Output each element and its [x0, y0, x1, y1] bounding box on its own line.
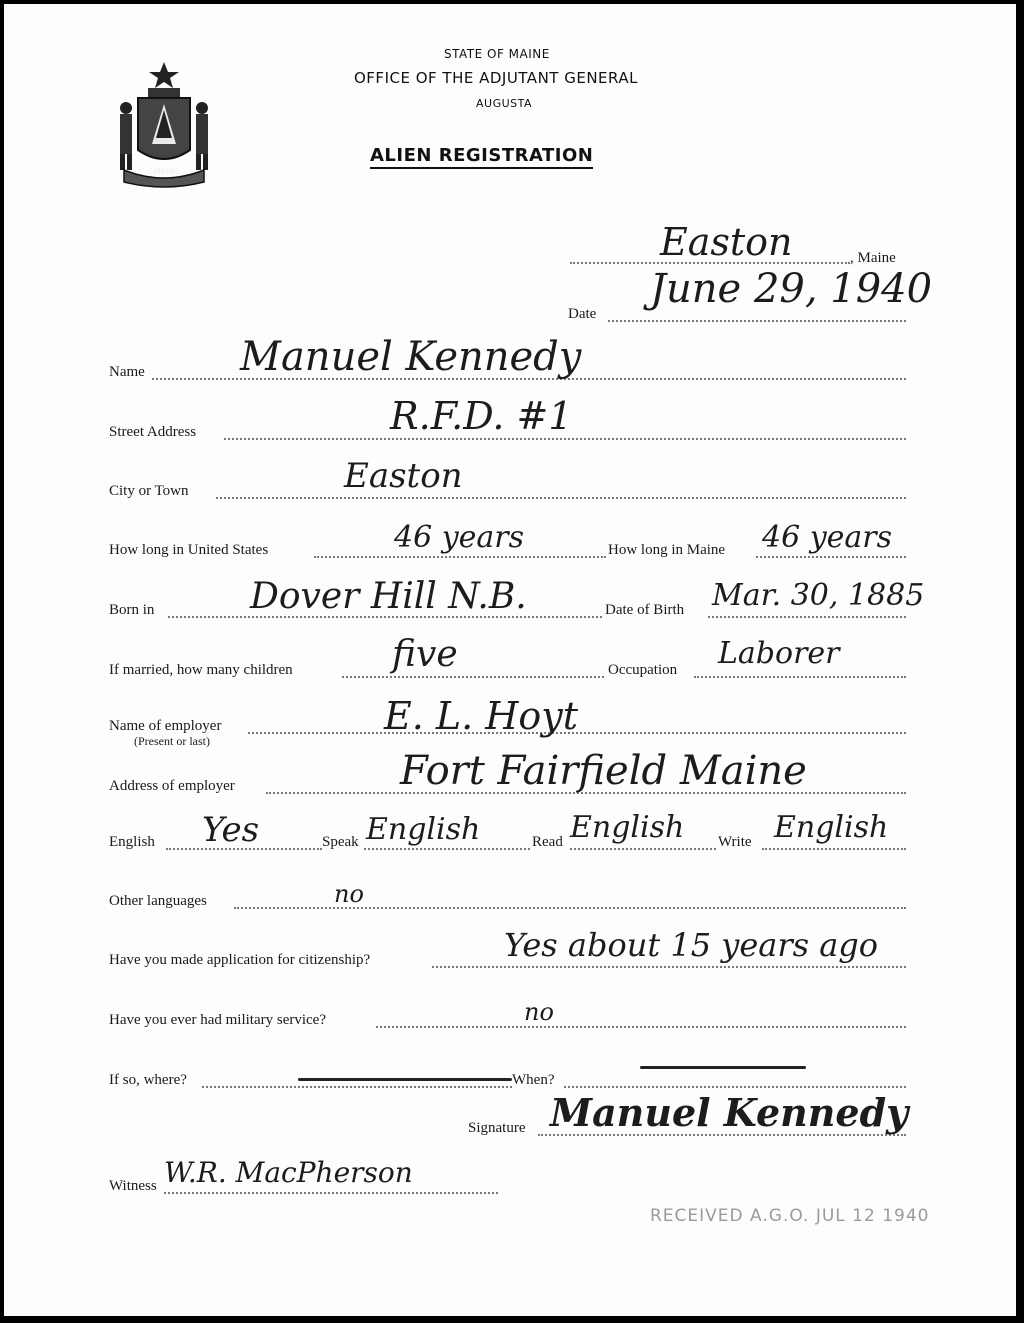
employer-value: E. L. Hoyt [384, 694, 579, 738]
write-label: Write [718, 834, 752, 850]
born-value: Dover Hill N.B. [250, 576, 527, 617]
date-label: Date [568, 306, 597, 322]
occupation-label: Occupation [608, 662, 678, 678]
when-dash [640, 1066, 806, 1069]
signature-label: Signature [468, 1120, 526, 1136]
city-label: City or Town [109, 483, 189, 499]
city-heading: AUGUSTA [476, 97, 533, 110]
office-heading: OFFICE OF THE ADJUTANT GENERAL [354, 69, 638, 87]
children-value: five [392, 634, 458, 675]
us-years-value: 46 years [394, 520, 525, 555]
other-languages-value: no [334, 880, 364, 908]
speak-label: Speak [322, 834, 359, 850]
speak-value: English [366, 812, 481, 847]
children-label: If married, how many children [109, 662, 293, 678]
street-label: Street Address [109, 424, 197, 440]
seal-text: MAINE [154, 167, 180, 176]
signature-value: Manuel Kennedy [550, 1090, 909, 1135]
place-label: , Maine [850, 250, 896, 266]
state-heading: STATE OF MAINE [444, 47, 550, 61]
form-title: ALIEN REGISTRATION [370, 145, 593, 169]
us-years-label: How long in United States [109, 542, 269, 558]
citizenship-value: Yes about 15 years ago [504, 926, 879, 964]
occupation-value: Laborer [718, 636, 840, 671]
maine-years-label: How long in Maine [608, 542, 726, 558]
received-stamp: RECEIVED A.G.O. JUL 12 1940 [650, 1206, 930, 1226]
where-dash [298, 1078, 512, 1081]
name-label: Name [109, 364, 145, 380]
english-value: Yes [202, 810, 260, 850]
dob-label: Date of Birth [605, 602, 685, 618]
write-value: English [774, 810, 889, 845]
other-languages-label: Other languages [109, 893, 207, 909]
citizenship-label: Have you made application for citizenship? [109, 952, 371, 968]
read-value: English [570, 810, 685, 845]
maine-years-value: 46 years [762, 520, 893, 555]
employer-label: Name of employer [109, 718, 222, 734]
military-value: no [524, 998, 554, 1026]
english-label: English [109, 834, 155, 850]
dob-value: Mar. 30, 1885 [712, 578, 925, 613]
when-label: When? [512, 1072, 555, 1088]
employer-address-label: Address of employer [109, 778, 235, 794]
street-value: R.F.D. #1 [390, 394, 573, 438]
born-label: Born in [109, 602, 155, 618]
form-page [4, 4, 1016, 1316]
name-value: Manuel Kennedy [240, 334, 582, 380]
place-value: Easton [660, 220, 793, 264]
city-value: Easton [344, 456, 463, 496]
read-label: Read [532, 834, 563, 850]
date-value: June 29, 1940 [650, 266, 933, 312]
military-label: Have you ever had military service? [109, 1012, 326, 1028]
witness-label: Witness [109, 1178, 157, 1194]
employer-sublabel: (Present or last) [134, 734, 210, 748]
employer-address-value: Fort Fairfield Maine [400, 748, 807, 794]
where-label: If so, where? [109, 1072, 187, 1088]
witness-value: W.R. MacPherson [164, 1156, 413, 1189]
